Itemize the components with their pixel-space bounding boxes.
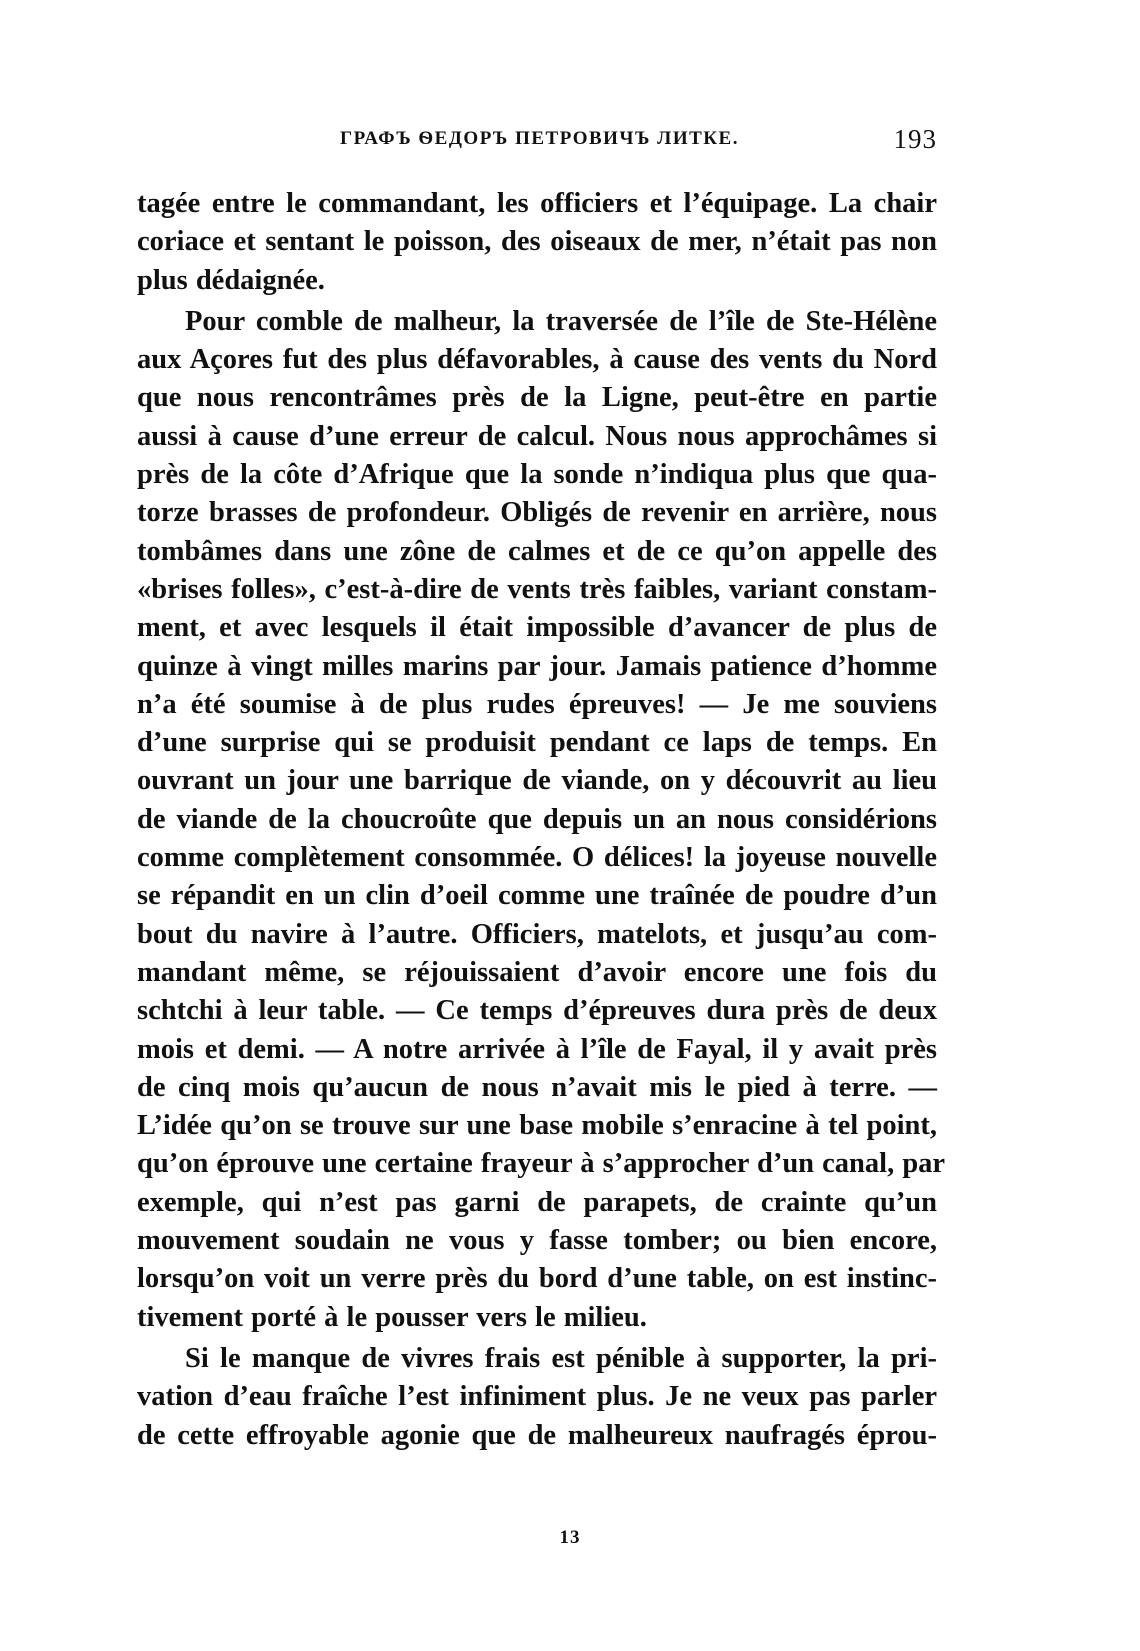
text-line: torze brasses de profondeur. Obligés de revenir en arrière, nous: [137, 497, 937, 529]
text-line: ment, et avec lesquels il était impossible d’avancer de plus de: [137, 612, 937, 644]
text-line: coriace et sentant le poisson, des oiseaux de mer, n’était pas non: [137, 226, 937, 258]
text-line: mandant même, se réjouissaient d’avoir encore une fois du: [137, 956, 937, 988]
running-head: [137, 124, 937, 158]
text-line: Pour comble de malheur, la traversée de l’île de Ste-Hélène: [185, 305, 937, 337]
text-line: d’une surprise qui se produisit pendant ce laps de temps. En: [137, 727, 937, 759]
text-line: mois et demi. — A notre arrivée à l’île de Fayal, il y avait près: [137, 1033, 937, 1065]
text-line: schtchi à leur table. — Ce temps d’épreuves dura près de deux: [137, 995, 937, 1027]
text-line: Si le manque de vivres frais est pénible à supporter, la pri-: [185, 1342, 937, 1374]
text-line: tivement porté à le pousser vers le milieu.: [137, 1301, 647, 1333]
text-line: qu’on éprouve une certaine frayeur à s’approcher d’un canal, par: [137, 1148, 946, 1180]
text-line: que nous rencontrâmes près de la Ligne, peut-être en partie: [137, 382, 937, 414]
text-line: tombâmes dans une zône de calmes et de ce qu’on appelle des: [137, 535, 937, 567]
paragraph-3: [137, 1340, 937, 1455]
text-line: près de la côte d’Afrique que la sonde n’indiqua plus que qua-: [137, 459, 937, 491]
text-line: mouvement soudain ne vous y fasse tomber; ou bien encore,: [137, 1225, 937, 1257]
text-line: aussi à cause d’une erreur de calcul. Nous nous approchâmes si: [137, 420, 937, 452]
text-line: vation d’eau fraîche l’est infiniment plus. Je ne veux pas parler: [137, 1381, 937, 1413]
text-line: L’idée qu’on se trouve sur une base mobile s’enracine à tel point,: [137, 1110, 937, 1142]
page-number: 193: [893, 124, 937, 154]
text-line: n’a été soumise à de plus rudes épreuves! — Je me souviens: [137, 688, 937, 720]
text-line: de cette effroyable agonie que de malheureux naufragés éprou-: [137, 1419, 937, 1451]
text-line: de viande de la choucroûte que depuis un an nous considérions: [137, 803, 937, 835]
text-line: se répandit en un clin d’oeil comme une traînée de poudre d’un: [137, 880, 937, 912]
text-line: comme complètement consommée. O délices! la joyeuse nouvelle: [137, 842, 937, 874]
text-line: «brises folles», c’est-à-dire de vents très faibles, variant constam-: [137, 573, 937, 605]
text-line: aux Açores fut des plus défavorables, à cause des vents du Nord: [137, 344, 937, 376]
text-line: exemple, qui n’est pas garni de parapets, de crainte qu’un: [137, 1186, 937, 1218]
text-line: plus dédaignée.: [137, 264, 325, 296]
running-title: ГРАФЪ ѲЕДОРЪ ПЕТРОВИЧЪ ЛИТКЕ.: [340, 128, 739, 149]
text-line: tagée entre le commandant, les officiers et l’équipage. La chair: [137, 188, 937, 219]
paragraph-2: [137, 303, 946, 1337]
text-line: quinze à vingt milles marins par jour. Jamais patience d’homme: [137, 650, 937, 682]
text-line: de cinq mois qu’aucun de nous n’avait mis le pied à terre. —: [137, 1071, 937, 1103]
text-line: lorsqu’on voit un verre près du bord d’une table, on est instinc-: [137, 1263, 937, 1295]
text-line: bout du navire à l’autre. Officiers, matelots, et jusqu’au com-: [137, 918, 937, 950]
body-text: [137, 185, 946, 1455]
text-line: ouvrant un jour une barrique de viande, on y découvrit au lieu: [137, 765, 937, 797]
paragraph-1: [137, 185, 937, 300]
signature-mark: 13: [559, 1527, 581, 1548]
